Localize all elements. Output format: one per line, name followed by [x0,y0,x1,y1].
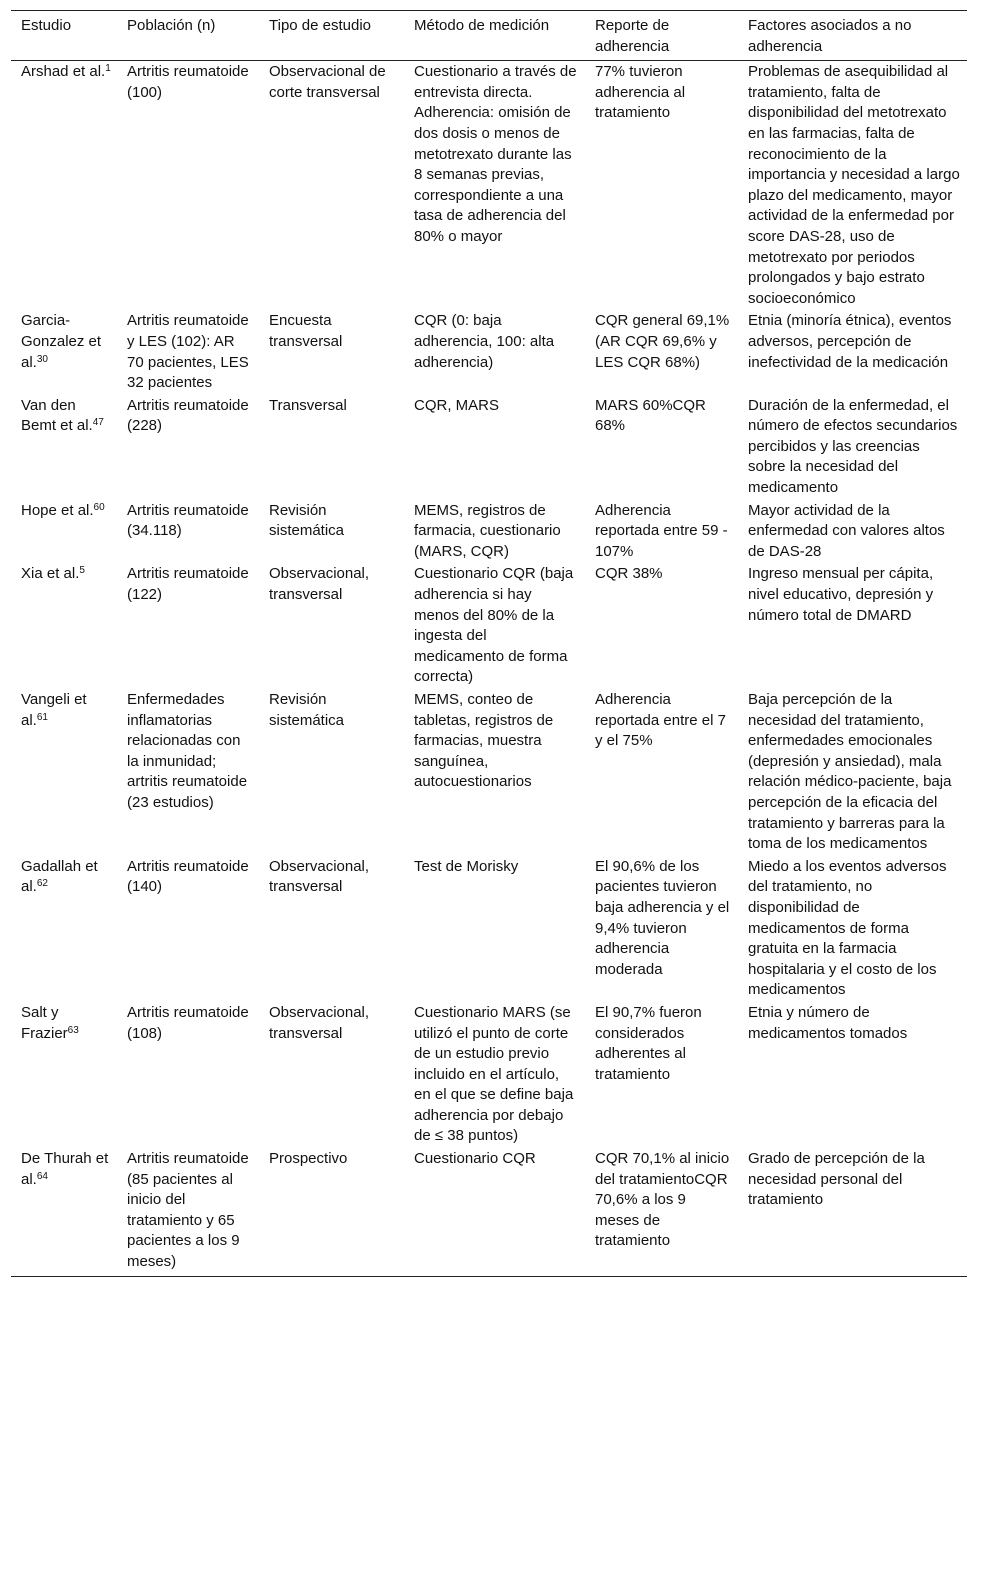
cell-nonadherence-factors: Etnia (minoría étnica), eventos adversos, percepción de inefectividad de la medicación [748,312,952,371]
cell-study [11,310,117,394]
reference-number: 61 [36,711,48,723]
header-adherence-report: Reporte de adherencia [585,11,738,61]
table-header [11,11,967,61]
cell-adherence-report: El 90,6% de los pacientes tuvieron baja adherencia y el 9,4% tuvieron adherencia moderada [595,857,730,978]
cell-study [11,395,117,500]
cell-study-type: Observacional, transversal [269,565,370,604]
cell-study-type: Encuesta transversal [269,312,343,350]
cell-population: Artritis reumatoide (140) [127,857,249,896]
study-name: Salt y Frazier [21,1003,68,1042]
header-measurement-method: Método de medición [404,11,585,61]
cell-nonadherence-factors: Duración de la enfermedad, el número de efectos secundarios percibidos y las creencias sobre la necesidad del medicamento [748,396,958,497]
cell-measurement-method: Cuestionario CQR (baja adherencia si hay menos del 80% de la ingesta del medicamento de forma correcta) [414,565,574,686]
cell-nonadherence-factors: Baja percepción de la necesidad del tratamiento, enfermedades emocionales (depresión y ansiedad), mala relación médico-paciente, baja percepción de la eficacia del tratamiento y barreras para la toma de los medicamentos [748,691,952,853]
reference-number: 30 [36,353,48,365]
header-study-type: Tipo de estudio [259,11,404,61]
study-name: Arshad et al. [21,63,106,81]
table-row [11,563,967,689]
cell-study [11,500,117,564]
study-name: Garcia-Gonzalez et al. [21,312,102,371]
cell-study [11,563,117,689]
reference-number: 1 [105,63,111,75]
table-row [11,689,967,856]
cell-population: Artritis reumatoide (34.118) [127,501,249,540]
cell-study-type: Observacional de corte transversal [269,63,386,101]
cell-measurement-method: Cuestionario MARS (se utilizó el punto de corte de un estudio previo incluido en el artículo, en el que se define baja adherencia por debajo de ≤ 38 puntos) [414,1003,574,1145]
cell-study [11,1002,117,1148]
cell-population: Artritis reumatoide (108) [127,1003,249,1042]
cell-adherence-report: Adherencia reportada entre 59 - 107% [595,501,728,560]
reference-number: 62 [36,878,48,890]
reference-number: 60 [93,501,105,513]
cell-study-type: Revisión sistemática [269,501,345,540]
adherence-studies-table [11,10,967,1277]
table-row [11,500,967,564]
cell-measurement-method: MEMS, registros de farmacia, cuestionario (MARS, CQR) [414,501,561,560]
reference-number: 5 [79,565,85,577]
header-population: Población (n) [117,11,259,61]
table-row [11,856,967,1002]
cell-measurement-method: Cuestionario a través de entrevista directa. Adherencia: omisión de dos dosis o menos de metotrexato durante las 8 semanas previas, correspondiente a una tasa de adherencia del 80% o mayor [414,63,577,245]
reference-number: 64 [36,1170,48,1182]
cell-study-type: Prospectivo [259,1148,404,1276]
table-container [11,10,967,1277]
study-name: De Thurah et al. [21,1150,109,1188]
cell-study [11,856,117,1002]
cell-nonadherence-factors: Miedo a los eventos adversos del tratamiento, no disponibilidad de medicamentos de forma gratuita en la farmacia hospitalaria y el costo de los medicamentos [748,857,947,999]
cell-study-type: Observacional, transversal [269,857,370,896]
reference-number: 47 [92,417,104,429]
table-row [11,395,967,500]
table-row [11,61,967,311]
study-name: Gadallah et al. [21,857,98,896]
header-study: Estudio [11,11,117,61]
table-row [11,310,967,394]
cell-population: Artritis reumatoide (100) [127,63,249,101]
study-name: Hope et al. [21,501,94,519]
cell-measurement-method: CQR, MARS [414,396,500,414]
cell-adherence-report: MARS 60%CQR 68% [595,396,706,435]
study-name: Xia et al. [21,565,80,583]
cell-nonadherence-factors: Ingreso mensual per cápita, nivel educativo, depresión y número total de DMARD [748,565,934,624]
cell-nonadherence-factors: Etnia y número de medicamentos tomados [748,1003,908,1042]
cell-population: Artritis reumatoide (228) [127,396,249,435]
cell-study [11,1148,117,1276]
cell-adherence-report: CQR 70,1% al inicio del tratamientoCQR 70,6% a los 9 meses de tratamiento [585,1148,738,1276]
cell-population: Artritis reumatoide y LES (102): AR 70 pacientes, LES 32 pacientes [127,312,249,392]
table-body [11,61,967,1276]
study-name: Van den Bemt et al. [21,396,93,435]
header-row [11,11,967,61]
cell-adherence-report: 77% tuvieron adherencia al tratamiento [595,63,686,122]
cell-adherence-report: El 90,7% fueron considerados adherentes al tratamiento [595,1003,702,1083]
cell-measurement-method: Test de Morisky [414,857,519,875]
cell-population: Enfermedades inflamatorias relacionadas con la inmunidad; artritis reumatoide (23 estudios) [127,691,248,811]
table-row [11,1148,967,1276]
cell-measurement-method: MEMS, conteo de tabletas, registros de farmacias, muestra sanguínea, autocuestionarios [414,691,554,791]
cell-study-type: Revisión sistemática [269,691,345,729]
cell-study-type: Transversal [269,396,347,414]
cell-measurement-method: CQR (0: baja adherencia, 100: alta adherencia) [414,312,555,371]
cell-study [11,61,117,311]
cell-nonadherence-factors: Mayor actividad de la enfermedad con valores altos de DAS-28 [748,501,945,560]
cell-population: Artritis reumatoide (122) [127,565,249,604]
cell-nonadherence-factors: Grado de percepción de la necesidad personal del tratamiento [738,1148,967,1276]
study-name: Vangeli et al. [21,691,87,729]
cell-study [11,689,117,856]
cell-adherence-report: CQR general 69,1% (AR CQR 69,6% y LES CQR 68%) [595,312,730,371]
cell-measurement-method: Cuestionario CQR [404,1148,585,1276]
cell-adherence-report: CQR 38% [595,565,663,583]
reference-number: 63 [67,1024,79,1036]
cell-nonadherence-factors: Problemas de asequibilidad al tratamiento, falta de disponibilidad del metotrexato en las farmacias, falta de reconocimiento de la importancia y necesidad a largo plazo del medicamento, mayor actividad de la enfermedad por score DAS-28, uso de metotrexato por periodos prolongados y bajo estrato socioeconómico [748,63,960,307]
cell-study-type: Observacional, transversal [269,1003,370,1042]
cell-adherence-report: Adherencia reportada entre el 7 y el 75% [595,691,726,750]
table-row [11,1002,967,1148]
header-nonadherence-factors: Factores asociados a no adherencia [738,11,967,61]
cell-population: Artritis reumatoide (85 pacientes al inicio del tratamiento y 65 pacientes a los 9 meses) [117,1148,259,1276]
